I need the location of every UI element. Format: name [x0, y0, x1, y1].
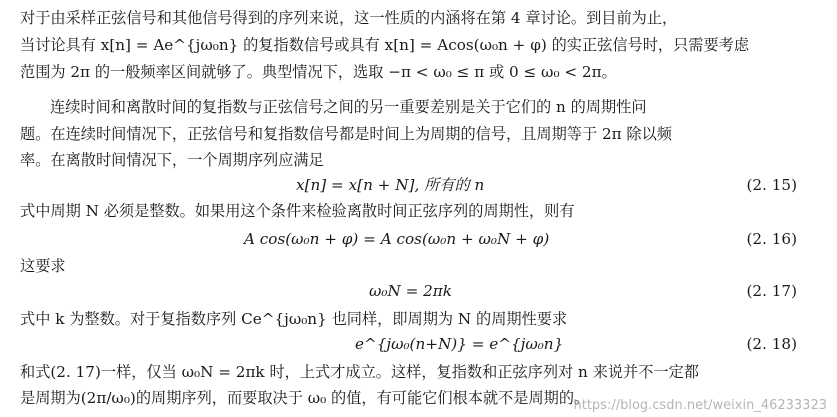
para2-line-2: 题。在连续时间情况下，正弦信号和复指数信号都是时间上为周期的信号，且周期等于 2π 除以频 — [20, 125, 672, 143]
equation-number-2-18: (2. 18) — [746, 335, 797, 353]
equation-2-18: e^{jω₀(n+N)} = e^{jω₀n} — [355, 335, 564, 353]
para1-line-3: 范围为 2π 的一般频率区间就够了。典型情况下，选取 −π < ω₀ ≤ π 或 0 ≤ ω₀ < 2π。 — [20, 63, 617, 81]
equation-2-15: x[n] = x[n + N], 所有的 n — [296, 176, 485, 194]
para2-line-3: 率。在离散时间情况下，一个周期序列应满足 — [20, 151, 324, 169]
para-last-line-2: 是周期为(2π/ω₀)的周期序列，而要取决于 ω₀ 的值，有可能它们根本就不是周期的。 — [20, 389, 590, 407]
equation-number-2-17: (2. 17) — [746, 282, 797, 300]
equation-2-17: ω₀N = 2πk — [369, 282, 452, 300]
text-after-eq-2-16: 这要求 — [20, 257, 66, 275]
text-after-eq-2-15: 式中周期 N 必须是整数。如果用这个条件来检验离散时间正弦序列的周期性，则有 — [20, 202, 575, 220]
text-after-eq-2-17: 式中 k 为整数。对于复指数序列 Ce^{jω₀n} 也同样，即周期为 N 的周期性要求 — [20, 310, 568, 328]
equation-number-2-15: (2. 15) — [746, 176, 797, 194]
para1-line-1: 对于由采样正弦信号和其他信号得到的序列来说，这一性质的内涵将在第 4 章讨论。到目前为止， — [20, 9, 678, 27]
para-last-line-1: 和式(2. 17)一样，仅当 ω₀N = 2πk 时，上式才成立。这样，复指数和正弦序列对 n 来说并不一定都 — [20, 363, 699, 381]
equation-number-2-16: (2. 16) — [746, 230, 797, 248]
para1-line-2: 当讨论具有 x[n] = Ae^{jω₀n} 的复指数信号或具有 x[n] = Acos(ω₀n + φ) 的实正弦信号时，只需要考虑 — [20, 36, 750, 54]
para2-line-1: 连续时间和离散时间的复指数与正弦信号之间的另一重要差别是关于它们的 n 的周期性问 — [50, 98, 647, 116]
watermark: https://blog.csdn.net/weixin_46233323 — [573, 398, 827, 413]
equation-2-16: A cos(ω₀n + φ) = A cos(ω₀n + ω₀N + φ) — [244, 230, 550, 248]
